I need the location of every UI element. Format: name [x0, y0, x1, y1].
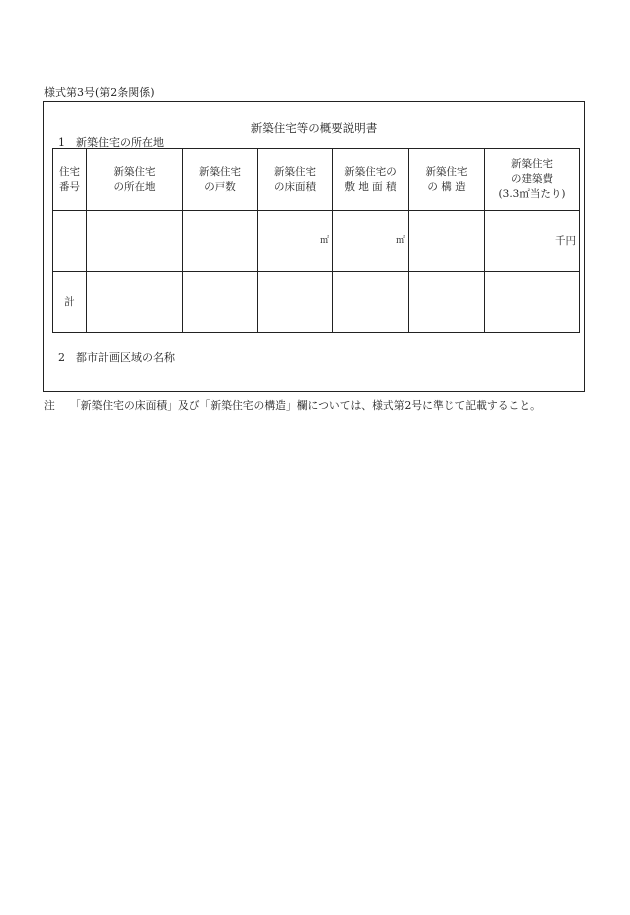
table-header-row — [53, 149, 580, 211]
cell-structure[interactable] — [409, 211, 485, 272]
header-structure: 新築住宅 の 構 造 — [409, 149, 485, 211]
header-construction-cost: 新築住宅 の建築費 (3.3㎡当たり) — [485, 149, 580, 211]
header-site-area: 新築住宅の 敷 地 面 積 — [333, 149, 409, 211]
total-label: 計 — [53, 272, 87, 333]
total-construction-cost[interactable] — [485, 272, 580, 333]
footnote-text: 「新築住宅の床面積」及び「新築住宅の構造」欄については、様式第2号に準じて記載すること。 — [70, 399, 541, 412]
cell-house-number[interactable] — [53, 211, 87, 272]
cell-floor-area[interactable] — [258, 211, 333, 272]
section-2-number: 2 — [58, 351, 65, 364]
total-location[interactable] — [87, 272, 183, 333]
total-structure[interactable] — [409, 272, 485, 333]
site-area-unit: ㎡ — [395, 235, 405, 246]
header-floor-area: 新築住宅 の床面積 — [258, 149, 333, 211]
footnote — [44, 398, 541, 413]
table-row — [53, 211, 580, 272]
footnote-mark: 注 — [44, 399, 55, 412]
section-2-label: 都市計画区域の名称 — [76, 351, 175, 364]
form-frame — [43, 101, 585, 392]
cell-site-area[interactable] — [333, 211, 409, 272]
total-unit-count[interactable] — [183, 272, 258, 333]
section-1-number: 1 — [58, 136, 65, 149]
cell-unit-count[interactable] — [183, 211, 258, 272]
form-number: 様式第3号(第2条関係) — [44, 86, 155, 99]
header-house-number: 住宅 番号 — [53, 149, 87, 211]
total-site-area[interactable] — [333, 272, 409, 333]
header-unit-count: 新築住宅 の戸数 — [183, 149, 258, 211]
cost-unit: 千円 — [555, 234, 576, 247]
section-2-heading — [58, 349, 175, 365]
section-1-label: 新築住宅の所在地 — [76, 136, 164, 149]
floor-area-unit: ㎡ — [319, 235, 329, 246]
header-location: 新築住宅 の所在地 — [87, 149, 183, 211]
table-total-row — [53, 272, 580, 333]
housing-summary-table — [52, 148, 580, 333]
document-title: 新築住宅等の概要説明書 — [250, 121, 378, 135]
cell-location[interactable] — [87, 211, 183, 272]
cell-construction-cost[interactable] — [485, 211, 580, 272]
total-floor-area[interactable] — [258, 272, 333, 333]
